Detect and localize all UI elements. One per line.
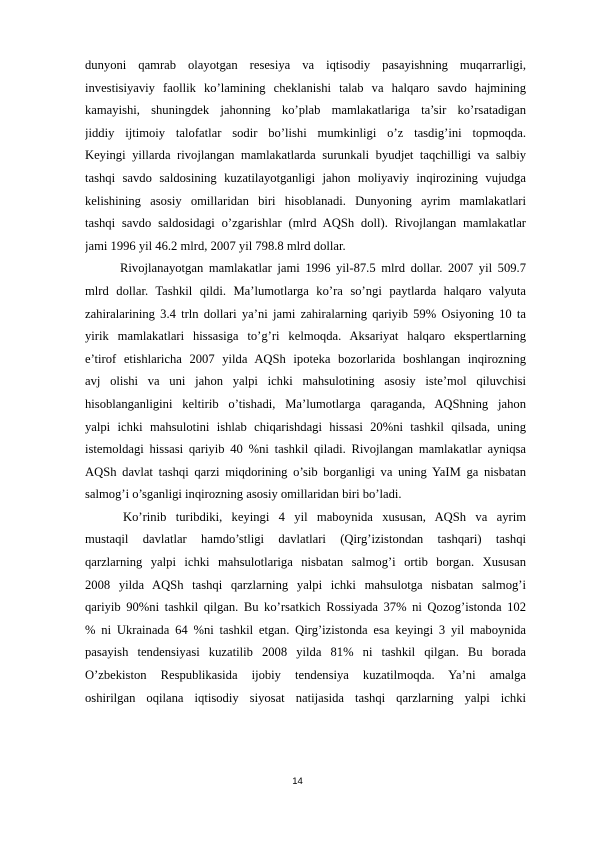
text-line: oshirilgan oqilana iqtisodiy siyosat natijasida tashqi qarzlarning yalpi ichki bbox=[85, 690, 526, 705]
text-line: hisoblanganligini keltirib o’tishadi, Ma’lumotlarga qaraganda, AQShning jahon bbox=[85, 396, 526, 411]
text-line: yalpi ichki mahsulotini ishlab chiqarishdagi hissasi 20%ni tashkil qilsada, uning bbox=[85, 419, 526, 434]
text-line: tashqi savdo saldosidagi o’zgarishlar (mlrd AQSh doll). Rivojlangan mamlakatlar bbox=[85, 216, 526, 231]
text-line: % ni Ukrainada 64 %ni tashkil etgan. Qirg’izistonda esa keyingi 3 yil maboynida bbox=[85, 622, 526, 637]
text-line: salmog’i o’sganligi inqirozning asosiy omillaridan biri bo’ladi. bbox=[85, 487, 402, 502]
text-line: zahiralarining 3.4 trln dollari ya’ni jami zahiralarning qariyib 59% Osiyoning 10 ta bbox=[85, 306, 526, 321]
text-line: investisiyaviy faollik ko’lamining cheklanishi talab va halqaro savdo hajmining bbox=[85, 80, 526, 95]
text-line: dunyoni qamrab olayotgan resesiya va iqtisodiy pasayishning muqarrarligi, bbox=[85, 58, 526, 72]
text-line: O’zbekiston Respublikasida ijobiy tendensiya kuzatilmoqda. Ya’ni amalga bbox=[85, 668, 526, 683]
body-text bbox=[85, 54, 526, 709]
text-line: qarzlarning yalpi ichki mahsulotlariga nisbatan salmog’i ortib borgan. Xususan bbox=[85, 555, 526, 570]
text-line: qariyib 90%ni tashkil qilgan. Bu ko’rsatkich Rossiyada 37% ni Qozog’istonda 102 bbox=[85, 600, 526, 615]
page-number: 14 bbox=[292, 776, 303, 787]
text-line: jami 1996 yil 46.2 mlrd, 2007 yil 798.8 mlrd dollar. bbox=[85, 238, 346, 253]
text-line: mustaqil davlatlar hamdo’stligi davlatlari (Qirg’izistondan tashqari) tashqi bbox=[85, 532, 526, 547]
text-line: avj olishi va uni jahon yalpi ichki mahsulotining asosiy iste’mol qiluvchisi bbox=[85, 374, 526, 389]
text-line: Rivojlanayotgan mamlakatlar jami 1996 yil-87.5 mlrd dollar. 2007 yil 509.7 bbox=[120, 261, 526, 276]
text-line: yirik mamlakatlari hissasiga to’g’ri kelmoqda. Aksariyat halqaro ekspertlarning bbox=[85, 329, 526, 344]
text-line: AQSh davlat tashqi qarzi miqdorining o’sib borganligi va uning YaIM ga nisbatan bbox=[85, 464, 526, 479]
text-line: mlrd dollar. Tashkil qildi. Ma’lumotlarga ko’ra so’ngi paytlarda halqaro valyuta bbox=[85, 283, 526, 298]
text-line: pasayish tendensiyasi kuzatilib 2008 yilda 81% ni tashkil qilgan. Bu borada bbox=[85, 645, 526, 660]
text-line: Keyingi yillarda rivojlangan mamlakatlarda surunkali byudjet taqchilligi va salbiy bbox=[85, 148, 526, 163]
text-line: jiddiy ijtimoiy talofatlar sodir bo’lishi mumkinligi o’z tasdig’ini topmoqda. bbox=[85, 125, 526, 140]
text-line: istemoldagi hissasi qariyib 40 %ni tashkil qiladi. Rivojlangan mamlakatlar ayniqsa bbox=[85, 442, 526, 457]
text-line: kamayishi, shuningdek jahonning ko’plab mamlakatlariga ta’sir ko’rsatadigan bbox=[85, 103, 526, 118]
text-line: kelishining asosiy omillaridan biri hisoblanadi. Dunyoning ayrim mamlakatlari bbox=[85, 193, 526, 208]
text-line: e’tirof etishlaricha 2007 yilda AQSh ipoteka bozorlarida boshlangan inqirozning bbox=[85, 351, 526, 366]
text-line: 2008 yilda AQSh tashqi qarzlarning yalpi ichki mahsulotga nisbatan salmog’i bbox=[85, 577, 526, 592]
text-line: tashqi savdo saldosining kuzatilayotganligi jahon moliyaviy inqirozining vujudga bbox=[85, 170, 526, 185]
text-line: Ko’rinib turibdiki, keyingi 4 yil maboynida xususan, AQSh va ayrim bbox=[123, 509, 526, 524]
